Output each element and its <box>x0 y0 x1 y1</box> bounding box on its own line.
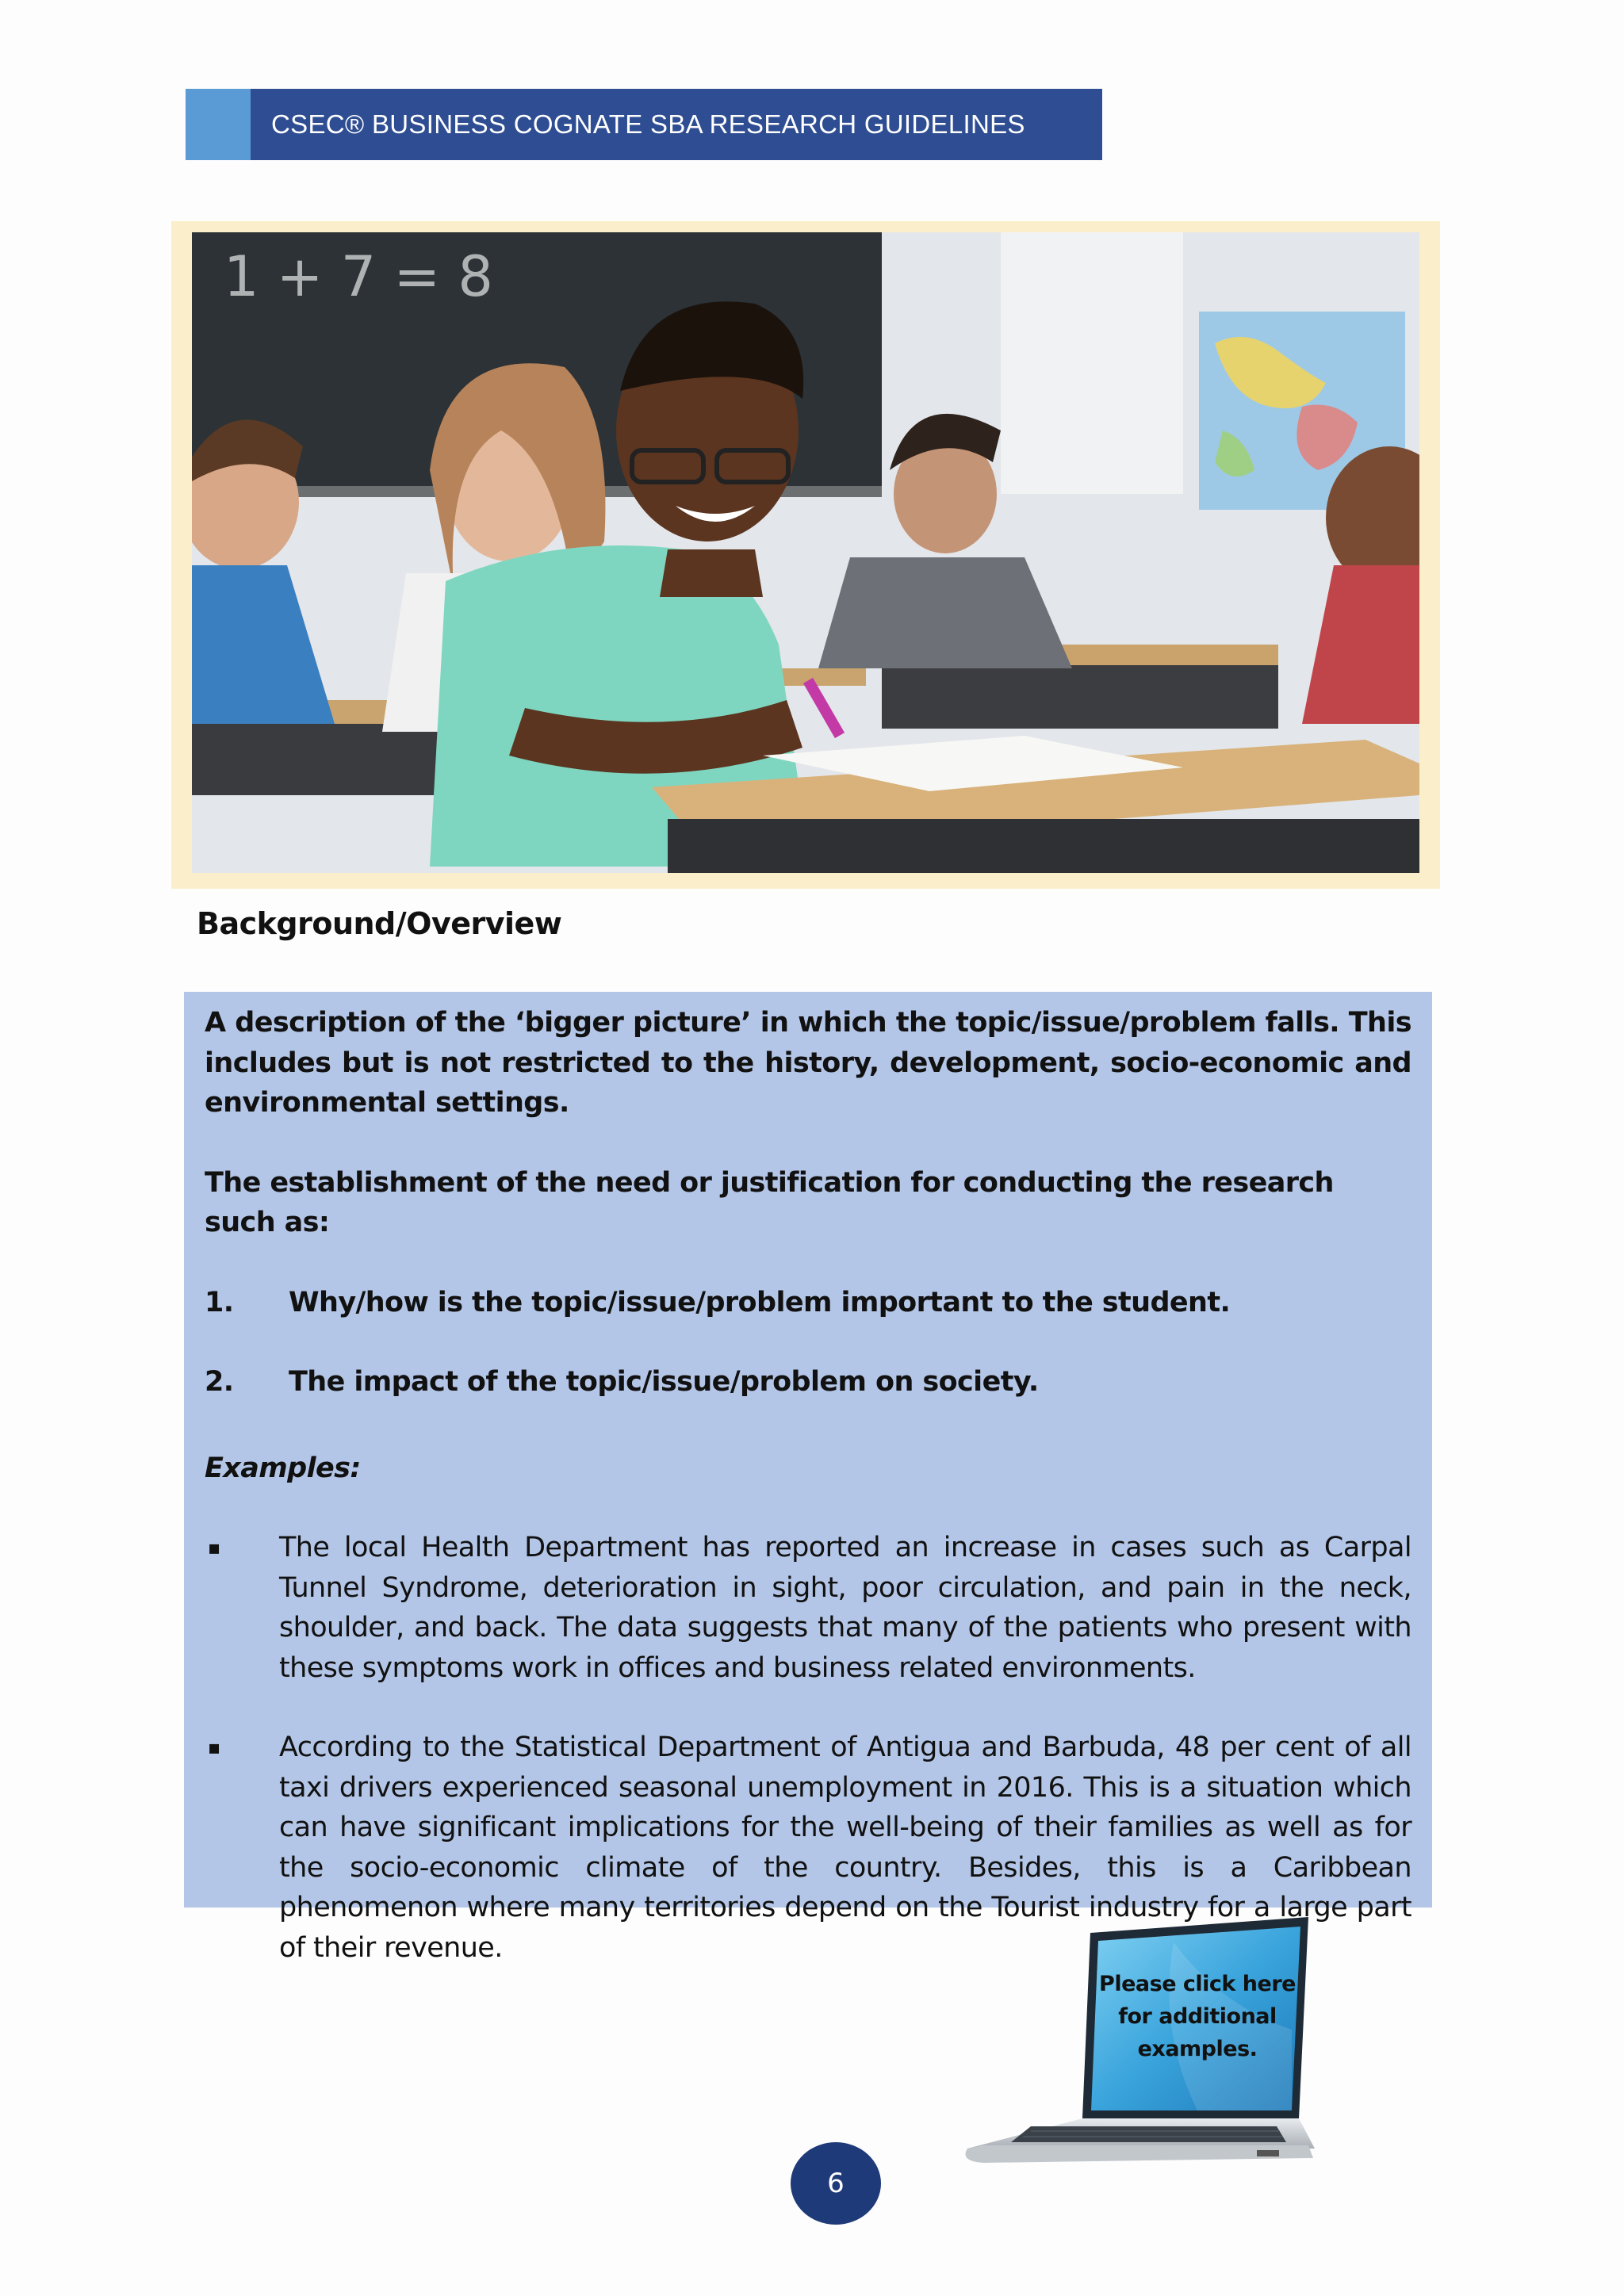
examples-label: Examples: <box>205 1452 361 1484</box>
justification-paragraph: The establishment of the need or justification for conducting the research such as: <box>205 1166 1334 1238</box>
content-box <box>184 992 1432 1964</box>
additional-examples-link[interactable] <box>1094 1968 1300 2065</box>
intro-paragraph: A description of the ‘bigger picture’ in which the topic/issue/problem falls. This includes but is not restricted to the history, development, socio-economic and environmental settings. <box>205 1007 1411 1119</box>
link-line[interactable]: for additional <box>1118 2004 1277 2029</box>
item-number: 1. <box>205 1286 234 1318</box>
section-title: Background/Overview <box>197 906 562 941</box>
bullet-text: According to the Statistical Department of Antigua and Barbuda, 48 per cent of all taxi drivers experienced seasonal unemployment in 2016. This is a situation which can have significant implications for the well-being of their families as well as for the socio-economic climate of the country. Besides, this is a Caribbean phenomenon where many territories depend on the Tourist industry for a large part of their revenue. <box>279 1732 1411 1964</box>
classroom-photo <box>192 232 1419 873</box>
photo-frame <box>171 221 1440 889</box>
bullet-icon: ▪ <box>208 1536 220 1559</box>
page-number-badge: 6 <box>791 2142 881 2225</box>
item-text: The impact of the topic/issue/problem on society. <box>289 1366 1039 1398</box>
link-line[interactable]: examples. <box>1137 2037 1258 2061</box>
item-text: Why/how is the topic/issue/problem important to the student. <box>289 1286 1231 1318</box>
numbered-item <box>205 1362 1411 1402</box>
item-number: 2. <box>205 1366 234 1398</box>
chalkboard-text: 1 + 7 = 8 <box>224 244 493 309</box>
link-line[interactable]: Please click here <box>1099 1972 1296 1996</box>
bullet-text: The local Health Department has reported an increase in cases such as Carpal Tunnel Syndrome, deterioration in sight, poor circulation, and pain in the neck, shoulder, and back. The data suggests that many of the patients who present with these symptoms work in offices and business related environments. <box>279 1532 1411 1684</box>
bullet-icon: ▪ <box>208 1736 220 1758</box>
bullet-item <box>205 1528 1411 1688</box>
document-header <box>186 89 1102 160</box>
header-title: CSEC® BUSINESS COGNATE SBA RESEARCH GUIDELINES <box>251 89 1102 160</box>
numbered-item <box>205 1283 1411 1323</box>
header-accent <box>186 89 251 160</box>
